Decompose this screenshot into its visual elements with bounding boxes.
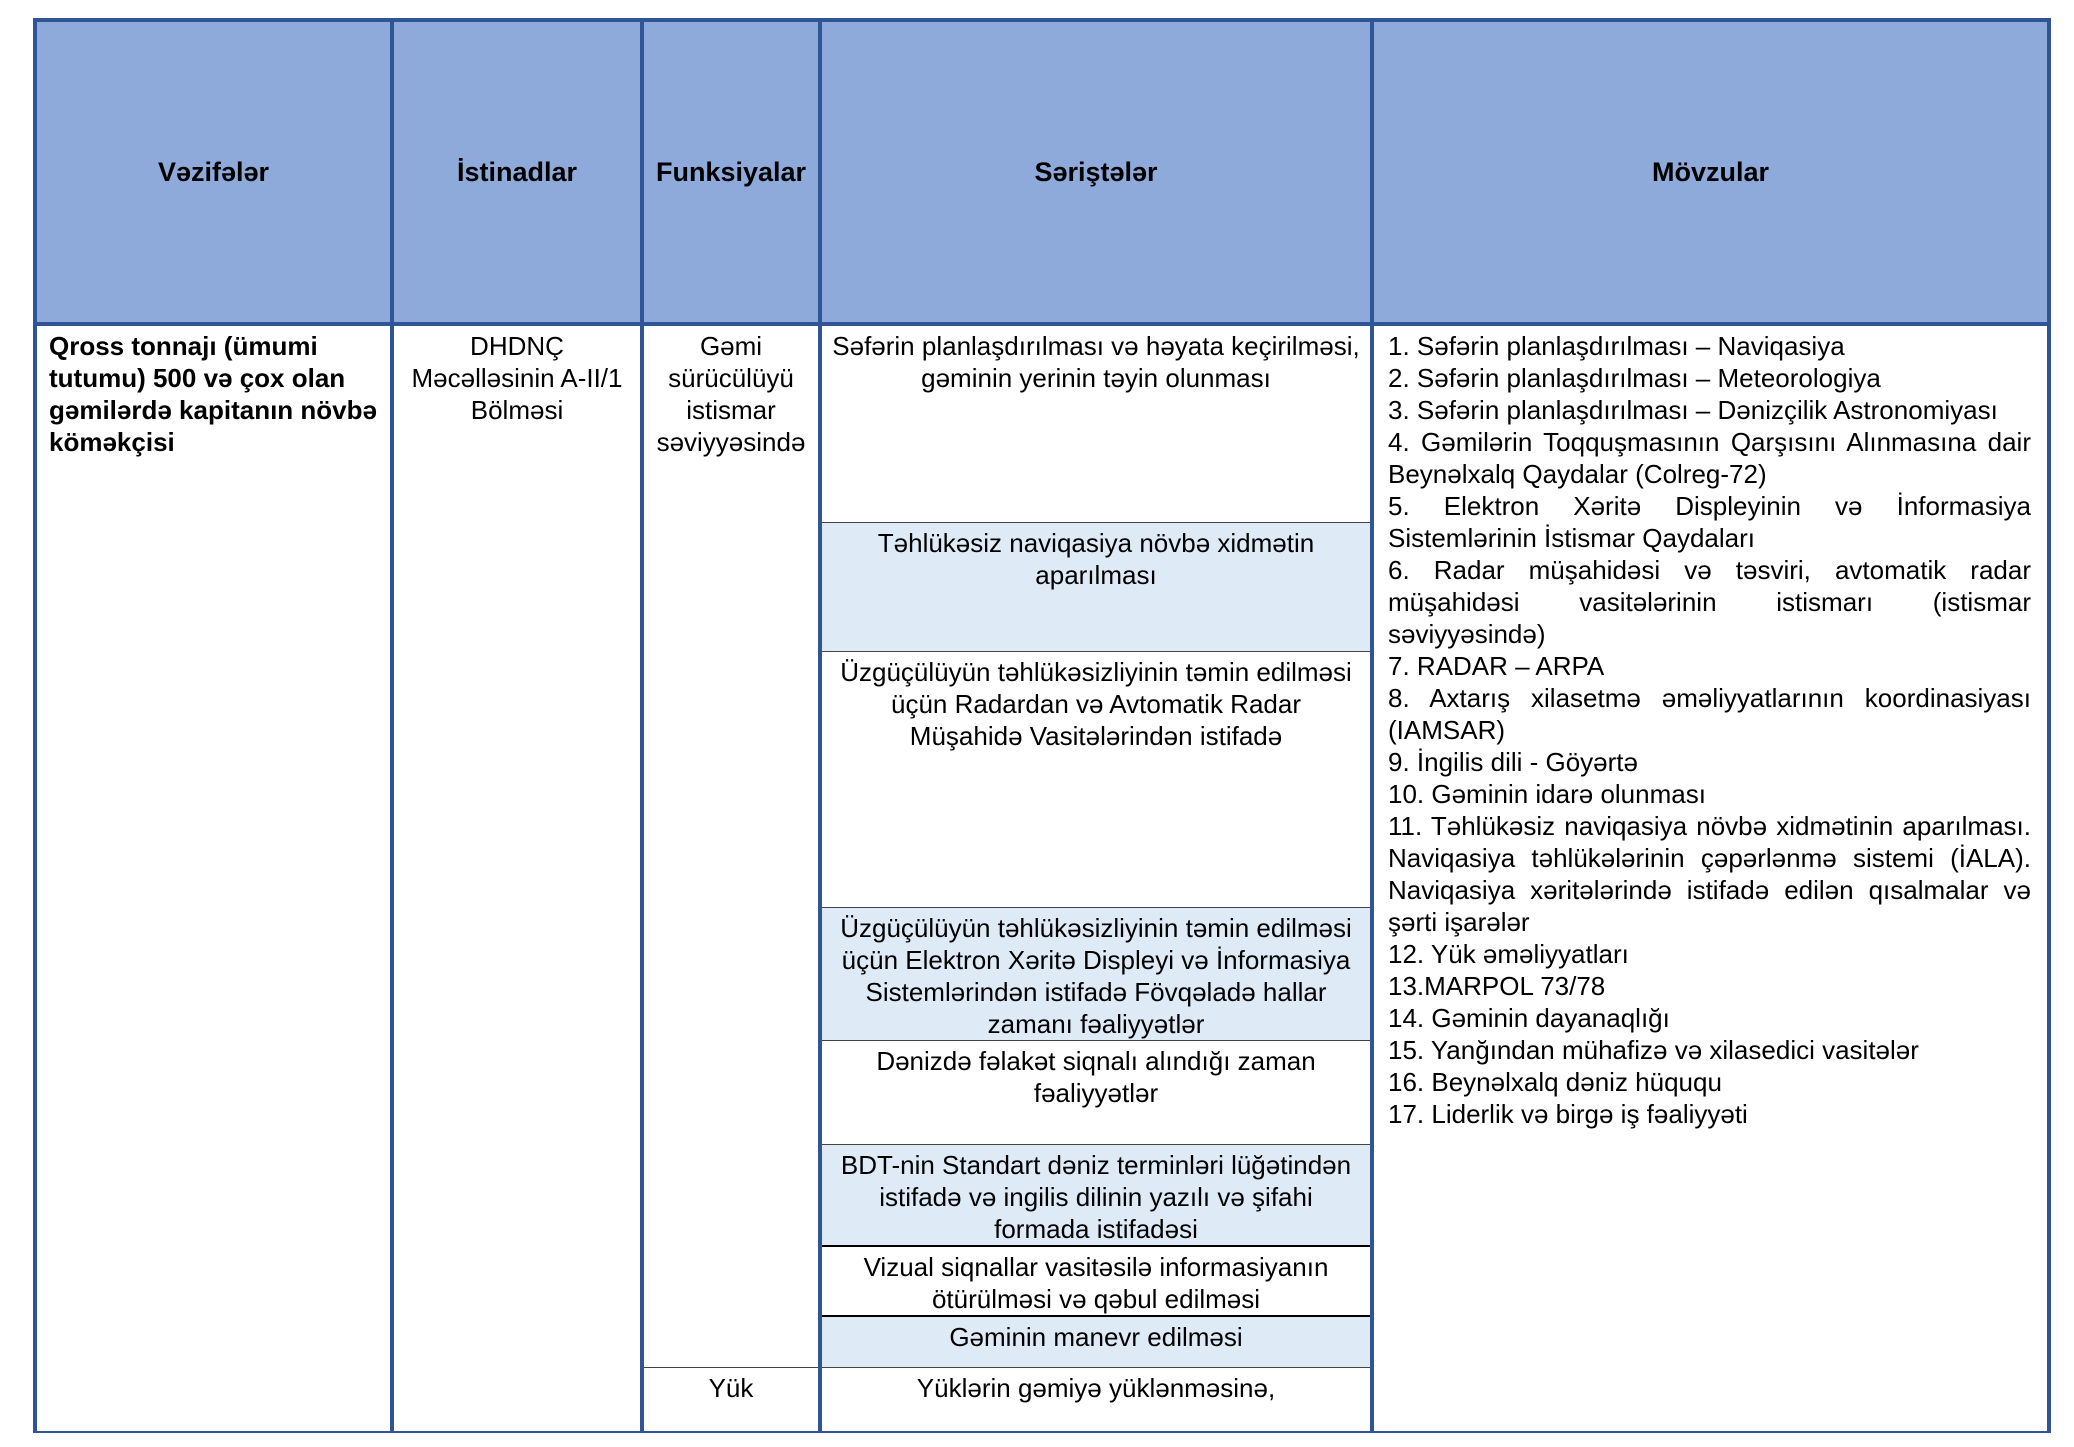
topic-item: 6. Radar müşahidəsi və təsviri, avtomatik radar müşahidəsi vasitələrinin istismarı (istismar səviyyəsində) — [1388, 555, 2031, 649]
competency-cell: Səfərin planlaşdırılması və həyata keçirilməsi, gəminin yerinin təyin olunması — [820, 324, 1372, 522]
topic-item: 17. Liderlik və birgə iş fəaliyyəti — [1388, 1099, 1748, 1129]
competency-cell: Təhlükəsiz naviqasiya növbə xidmətin aparılması — [820, 522, 1372, 651]
competency-cell: Üzgüçülüyün təhlükəsizliyinin təmin edilməsi üçün Radardan və Avtomatik Radar Müşahidə Vasitələrindən istifadə — [820, 651, 1372, 907]
topic-item: 9. İngilis dili - Göyərtə — [1388, 747, 1638, 777]
header-topics: Mövzular — [1372, 20, 2049, 324]
topic-item: 13.MARPOL 73/78 — [1388, 971, 1606, 1001]
competency-cell: Vizual siqnallar vasitəsilə informasiyanın ötürülməsi və qəbul edilməsi — [820, 1246, 1372, 1316]
topic-item: 2. Səfərin planlaşdırılması – Meteorologiya — [1388, 363, 1881, 393]
topic-item: 12. Yük əməliyyatları — [1388, 939, 1629, 969]
function-cell-cargo: Yük — [642, 1368, 820, 1432]
topic-item: 8. Axtarış xilasetmə əməliyyatlarının koordinasiyası (IAMSAR) — [1388, 683, 2031, 745]
topic-item: 10. Gəminin idarə olunması — [1388, 779, 1706, 809]
competency-cell: Gəminin manevr edilməsi — [820, 1316, 1372, 1368]
duty-cell: Qross tonnajı (ümumi tutumu) 500 və çox olan gəmilərdə kapitanın növbə köməkçisi — [35, 324, 392, 1432]
header-duties: Vəzifələr — [35, 20, 392, 324]
competency-cell: Dənizdə fəlakət siqnalı alındığı zaman fəaliyyətlər — [820, 1040, 1372, 1144]
function-cell-navigation: Gəmi sürücülüyü istismar səviyyəsində — [642, 324, 820, 1368]
competency-table — [33, 18, 2051, 1433]
topic-item: 1. Səfərin planlaşdırılması – Naviqasiya — [1388, 331, 1845, 361]
header-competencies: Səriştələr — [820, 20, 1372, 324]
competency-cell: BDT-nin Standart dəniz terminləri lüğətindən istifadə və ingilis dilinin yazılı və şifahi formada istifadəsi — [820, 1144, 1372, 1246]
topic-item: 4. Gəmilərin Toqquşmasının Qarşısını Alınmasına dair Beynəlxalq Qaydalar (Colreg-72) — [1388, 427, 2031, 489]
topic-item: 3. Səfərin planlaşdırılması – Dənizçilik Astronomiyası — [1388, 395, 1998, 425]
header-row — [35, 20, 2049, 324]
header-functions: Funksiyalar — [642, 20, 820, 324]
topic-item: 5. Elektron Xəritə Displeyinin və İnformasiya Sistemlərinin İstismar Qaydaları — [1388, 491, 2031, 553]
topic-item: 16. Beynəlxalq dəniz hüququ — [1388, 1067, 1722, 1097]
topic-item: 11. Təhlükəsiz naviqasiya növbə xidmətinin aparılması. Naviqasiya təhlükələrinin çəpərlənmə sistemi (İALA). Naviqasiya xəritələrində istifadə edilən qısalmalar və şərti işarələr — [1388, 811, 2031, 937]
competency-cell: Üzgüçülüyün təhlükəsizliyinin təmin edilməsi üçün Elektron Xəritə Displeyi və İnformasiya Sistemlərindən istifadə Fövqəladə hallar zamanı fəaliyyətlər — [820, 907, 1372, 1040]
topic-item: 14. Gəminin dayanaqlığı — [1388, 1003, 1670, 1033]
table-row — [35, 324, 2049, 522]
topic-item: 7. RADAR – ARPA — [1388, 651, 1605, 681]
topics-cell — [1372, 324, 2049, 1432]
header-references: İstinadlar — [392, 20, 642, 324]
topic-item: 15. Yanğından mühafizə və xilasedici vasitələr — [1388, 1035, 1919, 1065]
reference-cell: DHDNÇ Məcəlləsinin A-II/1 Bölməsi — [392, 324, 642, 1432]
competency-cell-cargo: Yüklərin gəmiyə yüklənməsinə, — [820, 1368, 1372, 1432]
